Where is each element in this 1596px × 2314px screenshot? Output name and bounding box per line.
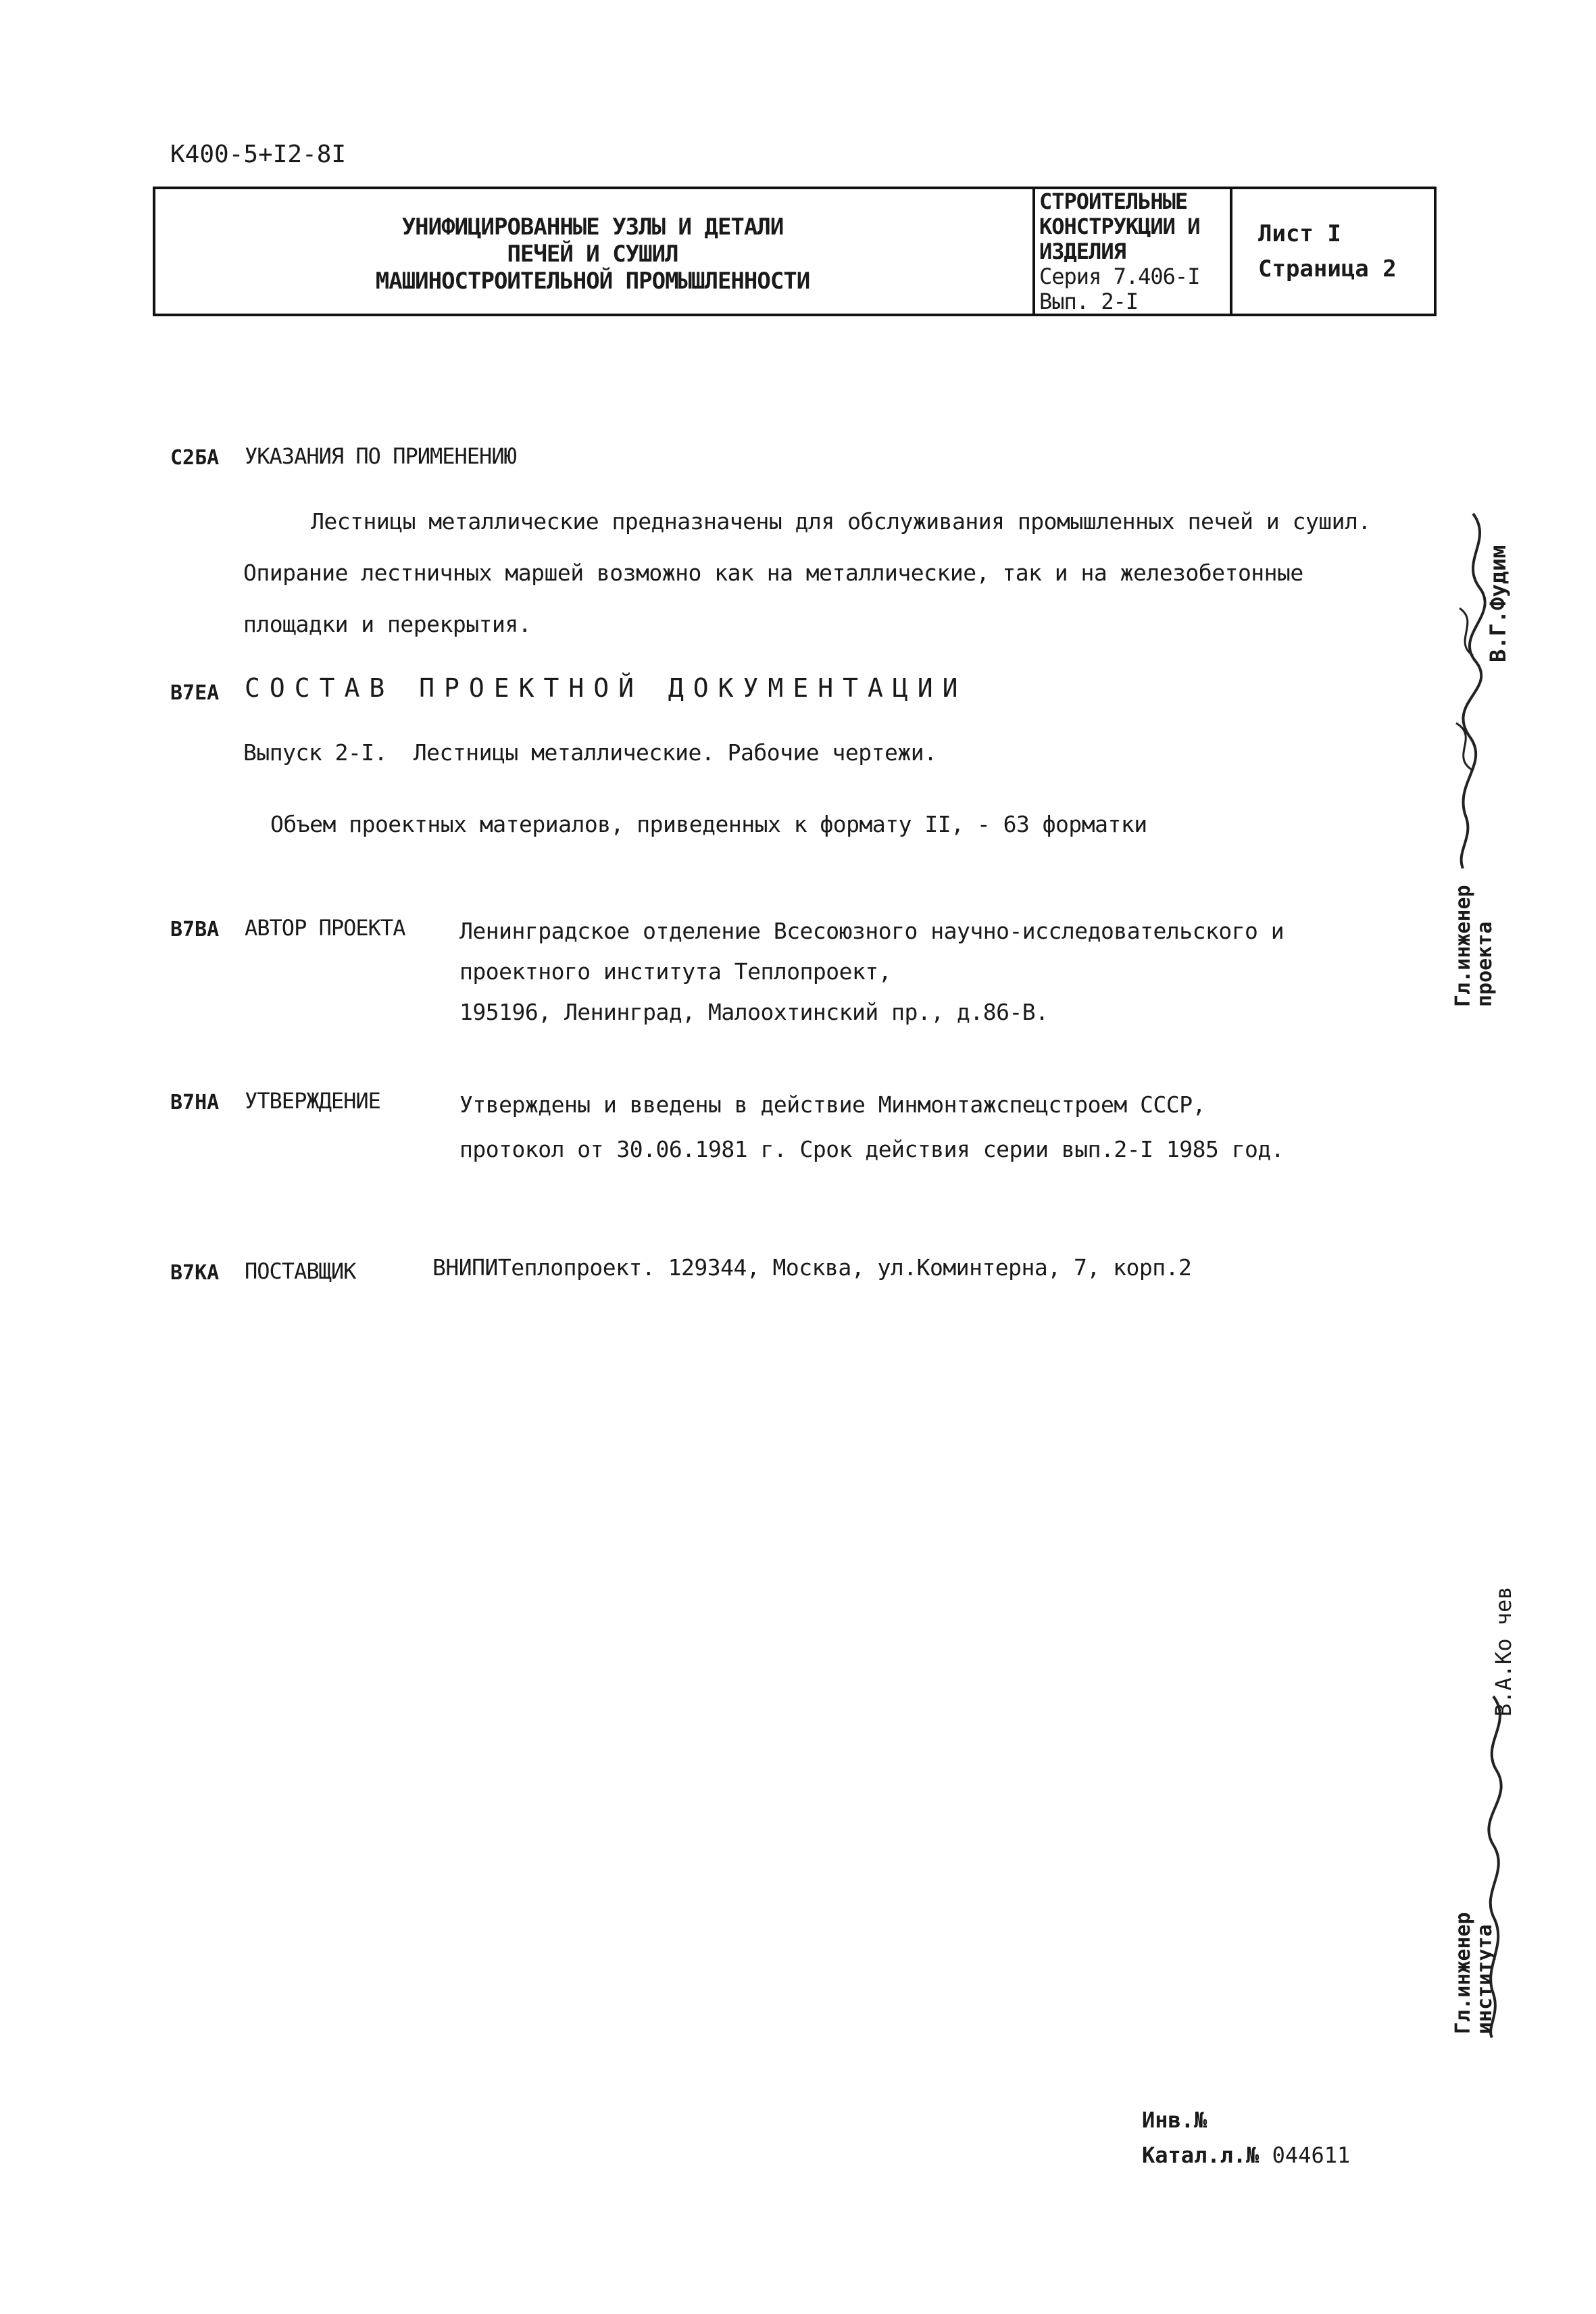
series-line: КОНСТРУКЦИИ И — [1039, 214, 1200, 239]
catalog-label: Катал.л.№ — [1142, 2142, 1260, 2168]
section-line: Объем проектных материалов, приведенных к формату II, - 63 форматки — [270, 811, 1147, 837]
section-line: Ленинградское отделение Всесоюзного научно-исследовательского и — [459, 918, 1285, 944]
section-label: УТВЕРЖДЕНИЕ — [245, 1088, 380, 1114]
section-label: АВТОР ПРОЕКТА — [245, 915, 405, 941]
series-line: ИЗДЕЛИЯ — [1039, 239, 1126, 264]
stamp-role-line: проекта — [1473, 921, 1497, 1007]
title-line: ПЕЧЕЙ И СУШИЛ — [507, 241, 678, 268]
section-label: УКАЗАНИЯ ПО ПРИМЕНЕНИЮ — [245, 443, 516, 469]
series-line: Серия 7.406-I — [1039, 264, 1200, 289]
section-line: Выпуск 2-I. Лестницы металлические. Рабочие чертежи. — [243, 739, 937, 766]
page-number: Страница 2 — [1258, 255, 1397, 282]
catalog-sheet-number — [1142, 2142, 1350, 2168]
inventory-label: Инв.№ — [1142, 2107, 1207, 2133]
signature-mark — [1466, 1690, 1520, 2041]
title-line: МАШИНОСТРОИТЕЛЬНОЙ ПРОМЫШЛЕННОСТИ — [375, 268, 810, 295]
stamp-role-line: института — [1473, 1924, 1497, 2034]
section-line: 195196, Ленинград, Малоохтинский пр., д.86-В. — [459, 999, 1049, 1025]
section-code: В7ВА — [170, 918, 220, 941]
section-label: СОСТАВ ПРОЕКТНОЙ ДОКУМЕНТАЦИИ — [245, 673, 968, 703]
section-line: протокол от 30.06.1981 г. Срок действия серии вып.2-I 1985 год. — [459, 1136, 1285, 1162]
title-block-sheet — [1258, 216, 1427, 287]
series-line: Вып. 2-I — [1039, 289, 1139, 314]
section-line: Утверждены и введены в действие Минмонтажспецстроем СССР, — [459, 1091, 1205, 1118]
section-text — [459, 1083, 1284, 1172]
stamp-role-line: Гл.инженер — [1451, 1912, 1475, 2034]
sheet-number: Лист I — [1258, 220, 1341, 247]
stamp-role — [1453, 885, 1496, 1007]
title-line: УНИФИЦИРОВАННЫЕ УЗЛЫ И ДЕТАЛИ — [401, 214, 784, 241]
document-code: К400-5+I2-8I — [170, 141, 347, 168]
section-code: В7НА — [170, 1091, 220, 1114]
section-code: С2БА — [170, 446, 220, 470]
title-block-divider — [1230, 187, 1232, 316]
stamp-role-line: Гл.инженер — [1451, 885, 1475, 1007]
section-line: проектного института Теплопроект, — [459, 958, 892, 985]
section-label: ПОСТАВЩИК — [245, 1258, 356, 1284]
stamp-name: В.А.Ко чев — [1491, 1586, 1516, 1717]
catalog-number: 044611 — [1272, 2142, 1351, 2168]
section-code: В7ЕА — [170, 681, 220, 705]
section-text: ВНИПИТеплопроект. 129344, Москва, ул.Коминтерна, 7, корп.2 — [432, 1254, 1192, 1281]
title-block-series — [1039, 189, 1228, 314]
title-block-divider — [1032, 187, 1035, 316]
stamp-name: В.Г.Фудим — [1485, 545, 1511, 662]
section-text — [459, 911, 1284, 1033]
title-block-title — [157, 214, 1028, 295]
section-code: В7КА — [170, 1261, 220, 1285]
section-paragraph: Лестницы металлические предназначены для обслуживания промышленных печей и сушил. Опирание лестничных маршей возможно как на металлические, так и на железобетонные площадки и перекрытия. — [243, 508, 1371, 637]
series-line: СТРОИТЕЛЬНЫЕ — [1039, 189, 1188, 214]
signature-mark — [1432, 500, 1507, 879]
